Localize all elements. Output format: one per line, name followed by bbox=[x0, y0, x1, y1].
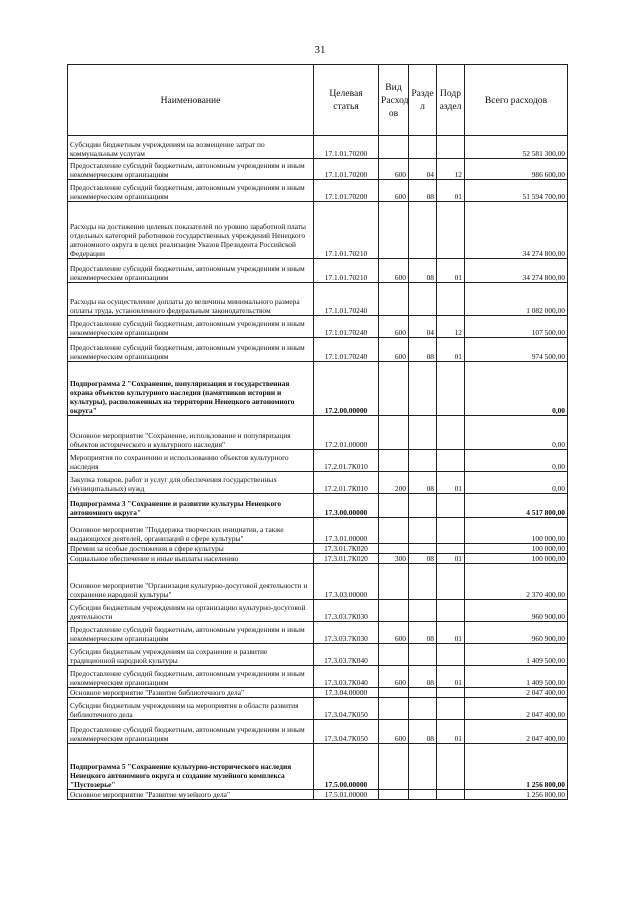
cell-total: 1 256 800,00 bbox=[465, 790, 568, 800]
cell-subsection: 01 bbox=[437, 338, 465, 362]
cell-expense-type: 200 bbox=[379, 472, 409, 494]
cell-total: 2 047 400,00 bbox=[465, 720, 568, 744]
cell-section bbox=[409, 644, 437, 666]
cell-section bbox=[409, 136, 437, 159]
cell-name: Предоставление субсидий бюджетным, автономным учреждениям и иным некоммерческим организациям bbox=[68, 622, 314, 644]
cell-name: Субсидии бюджетным учреждениям на сохранение и развитие традиционной народной культуры bbox=[68, 644, 314, 666]
cell-subsection bbox=[437, 283, 465, 316]
table-row bbox=[68, 316, 568, 338]
table-row bbox=[68, 622, 568, 644]
cell-total: 107 500,00 bbox=[465, 316, 568, 338]
cell-section bbox=[409, 744, 437, 790]
cell-total: 4 517 800,00 bbox=[465, 494, 568, 518]
cell-subsection bbox=[437, 600, 465, 622]
cell-expense-type bbox=[379, 450, 409, 472]
cell-section: 08 bbox=[409, 666, 437, 688]
cell-expense-type: 600 bbox=[379, 180, 409, 202]
cell-subsection bbox=[437, 416, 465, 450]
cell-target-article: 17.3.03.7К040 bbox=[314, 644, 379, 666]
cell-target-article: 17.5.00.00000 bbox=[314, 744, 379, 790]
cell-section: 08 bbox=[409, 338, 437, 362]
table-row bbox=[68, 159, 568, 180]
table-row bbox=[68, 416, 568, 450]
cell-name: Предоставление субсидий бюджетным, автономным учреждениям и иным некоммерческим организациям bbox=[68, 180, 314, 202]
cell-name: Расходы на достижение целевых показателей по уровню заработной платы отдельных категорий работников государственных учреждений Ненецкого автономного округа в целях реализации Указов Президента Российской Федерации bbox=[68, 202, 314, 259]
table-row bbox=[68, 666, 568, 688]
cell-expense-type bbox=[379, 202, 409, 259]
table-row bbox=[68, 688, 568, 698]
cell-expense-type bbox=[379, 494, 409, 518]
header-expense-type: Вид Расход ов bbox=[379, 65, 409, 136]
cell-subsection: 12 bbox=[437, 159, 465, 180]
cell-expense-type bbox=[379, 688, 409, 698]
cell-name: Субсидии бюджетным учреждениям на возмещение затрат по коммунальным услугам bbox=[68, 136, 314, 159]
table-row bbox=[68, 644, 568, 666]
cell-name: Подпрограмма 3 "Сохранение и развитие культуры Ненецкого автономного округа" bbox=[68, 494, 314, 518]
cell-name: Социальное обеспечение и иные выплаты населению bbox=[68, 554, 314, 564]
table-header-row bbox=[68, 65, 568, 136]
cell-name: Премии за особые достижения в сфере культуры bbox=[68, 544, 314, 554]
cell-expense-type bbox=[379, 283, 409, 316]
cell-name: Основное мероприятие "Сохранение, использование и популяризация объектов исторического и культурного наследия" bbox=[68, 416, 314, 450]
cell-total: 986 600,00 bbox=[465, 159, 568, 180]
header-name: Наименование bbox=[68, 65, 314, 136]
cell-expense-type: 600 bbox=[379, 259, 409, 283]
cell-expense-type bbox=[379, 362, 409, 416]
header-target-article: Целевая статья bbox=[314, 65, 379, 136]
cell-target-article: 17.1.01.70200 bbox=[314, 159, 379, 180]
cell-target-article: 17.3.01.7К020 bbox=[314, 544, 379, 554]
cell-target-article: 17.2.01.7К010 bbox=[314, 472, 379, 494]
cell-subsection bbox=[437, 688, 465, 698]
cell-total: 51 594 700,00 bbox=[465, 180, 568, 202]
cell-target-article: 17.3.03.7К030 bbox=[314, 622, 379, 644]
cell-target-article: 17.3.00.00000 bbox=[314, 494, 379, 518]
cell-target-article: 17.1.01.70200 bbox=[314, 136, 379, 159]
table-row bbox=[68, 362, 568, 416]
cell-section bbox=[409, 518, 437, 544]
cell-expense-type bbox=[379, 644, 409, 666]
cell-total: 100 000,00 bbox=[465, 544, 568, 554]
cell-total: 34 274 800,00 bbox=[465, 202, 568, 259]
cell-expense-type: 600 bbox=[379, 666, 409, 688]
cell-target-article: 17.2.01.7К010 bbox=[314, 450, 379, 472]
cell-name: Основное мероприятие "Поддержка творческих инициатив, а также выдающихся деятелей, организаций в сфере культуры" bbox=[68, 518, 314, 544]
table-row bbox=[68, 744, 568, 790]
cell-section bbox=[409, 600, 437, 622]
cell-name: Предоставление субсидий бюджетным, автономным учреждениям и иным некоммерческим организациям bbox=[68, 720, 314, 744]
cell-target-article: 17.1.01.70240 bbox=[314, 283, 379, 316]
cell-subsection bbox=[437, 494, 465, 518]
cell-section bbox=[409, 283, 437, 316]
table-row bbox=[68, 450, 568, 472]
cell-expense-type bbox=[379, 600, 409, 622]
cell-name: Закупка товаров, работ и услуг для обеспечения государственных (муниципальных) нужд bbox=[68, 472, 314, 494]
table-row bbox=[68, 790, 568, 800]
table-row bbox=[68, 518, 568, 544]
cell-subsection bbox=[437, 564, 465, 600]
cell-target-article: 17.3.01.7К020 bbox=[314, 554, 379, 564]
cell-subsection: 12 bbox=[437, 316, 465, 338]
cell-subsection: 01 bbox=[437, 554, 465, 564]
cell-section: 08 bbox=[409, 259, 437, 283]
cell-name: Мероприятия по сохранению и использованию объектов культурного наследия bbox=[68, 450, 314, 472]
cell-target-article: 17.1.01.70210 bbox=[314, 259, 379, 283]
cell-total: 0,00 bbox=[465, 416, 568, 450]
cell-name: Предоставление субсидий бюджетным, автономным учреждениям и иным некоммерческим организациям bbox=[68, 338, 314, 362]
cell-name: Предоставление субсидий бюджетным, автономным учреждениям и иным некоммерческим организациям bbox=[68, 259, 314, 283]
cell-subsection bbox=[437, 518, 465, 544]
cell-section bbox=[409, 790, 437, 800]
cell-subsection: 01 bbox=[437, 666, 465, 688]
cell-expense-type: 600 bbox=[379, 159, 409, 180]
table-row bbox=[68, 698, 568, 720]
cell-section bbox=[409, 544, 437, 554]
cell-expense-type bbox=[379, 136, 409, 159]
cell-total: 100 000,00 bbox=[465, 554, 568, 564]
cell-name: Предоставление субсидий бюджетным, автономным учреждениям и иным некоммерческим организациям bbox=[68, 316, 314, 338]
table-row bbox=[68, 259, 568, 283]
cell-total: 0,00 bbox=[465, 450, 568, 472]
cell-total: 52 581 300,00 bbox=[465, 136, 568, 159]
table-row bbox=[68, 180, 568, 202]
cell-total: 2 047 400,00 bbox=[465, 698, 568, 720]
table-row bbox=[68, 202, 568, 259]
table-row bbox=[68, 338, 568, 362]
page-number: 31 bbox=[314, 44, 326, 56]
cell-total: 974 500,00 bbox=[465, 338, 568, 362]
cell-section: 08 bbox=[409, 180, 437, 202]
table-row bbox=[68, 564, 568, 600]
cell-subsection bbox=[437, 698, 465, 720]
cell-section bbox=[409, 362, 437, 416]
budget-table bbox=[67, 64, 568, 800]
cell-target-article: 17.3.04.7К050 bbox=[314, 720, 379, 744]
cell-name: Подпрограмма 5 "Сохранение культурно-исторического наследия Ненецкого автономного округа и создание музейного комплекса "Пустозерье" bbox=[68, 744, 314, 790]
cell-section: 08 bbox=[409, 622, 437, 644]
cell-expense-type bbox=[379, 564, 409, 600]
cell-section bbox=[409, 564, 437, 600]
cell-target-article: 17.1.01.70240 bbox=[314, 316, 379, 338]
cell-section bbox=[409, 450, 437, 472]
cell-target-article: 17.3.04.00000 bbox=[314, 688, 379, 698]
cell-expense-type bbox=[379, 698, 409, 720]
cell-subsection bbox=[437, 450, 465, 472]
cell-section bbox=[409, 494, 437, 518]
cell-total: 1 409 500,00 bbox=[465, 666, 568, 688]
table-row bbox=[68, 720, 568, 744]
cell-section: 08 bbox=[409, 472, 437, 494]
cell-subsection bbox=[437, 202, 465, 259]
cell-section bbox=[409, 688, 437, 698]
header-total-expenses: Всего расходов bbox=[465, 65, 568, 136]
cell-name: Предоставление субсидий бюджетным, автономным учреждениям и иным некоммерческим организациям bbox=[68, 666, 314, 688]
cell-subsection bbox=[437, 136, 465, 159]
cell-section: 04 bbox=[409, 159, 437, 180]
cell-subsection: 01 bbox=[437, 259, 465, 283]
cell-subsection: 01 bbox=[437, 472, 465, 494]
cell-section bbox=[409, 202, 437, 259]
cell-expense-type: 600 bbox=[379, 338, 409, 362]
cell-expense-type bbox=[379, 544, 409, 554]
cell-target-article: 17.3.03.7К030 bbox=[314, 600, 379, 622]
cell-subsection: 01 bbox=[437, 180, 465, 202]
cell-name: Расходы на осуществление доплаты до величины минимального размера оплаты труда, установленного федеральным законодательством bbox=[68, 283, 314, 316]
cell-section bbox=[409, 416, 437, 450]
cell-name: Подпрограмма 2 "Сохранение, популяризация и государственная охрана объектов культурного наследия (памятников истории и культуры), расположенных на территории Ненецкого автономного округа" bbox=[68, 362, 314, 416]
cell-total: 2 370 400,00 bbox=[465, 564, 568, 600]
header-section: Разде л bbox=[409, 65, 437, 136]
cell-expense-type bbox=[379, 416, 409, 450]
cell-total: 1 082 000,00 bbox=[465, 283, 568, 316]
cell-target-article: 17.3.03.00000 bbox=[314, 564, 379, 600]
cell-name: Основное мероприятие "Организация культурно-досуговой деятельности и сохранение народной культуры" bbox=[68, 564, 314, 600]
cell-target-article: 17.2.01.00000 bbox=[314, 416, 379, 450]
cell-expense-type bbox=[379, 790, 409, 800]
cell-name: Субсидии бюджетным учреждениям на организацию культурно-досуговой деятельности bbox=[68, 600, 314, 622]
cell-name: Основное мероприятие "Развитие музейного дела" bbox=[68, 790, 314, 800]
cell-target-article: 17.3.03.7К040 bbox=[314, 666, 379, 688]
table-body bbox=[68, 136, 568, 800]
cell-target-article: 17.1.01.70200 bbox=[314, 180, 379, 202]
cell-expense-type: 600 bbox=[379, 622, 409, 644]
cell-expense-type: 600 bbox=[379, 720, 409, 744]
cell-subsection bbox=[437, 644, 465, 666]
cell-subsection bbox=[437, 790, 465, 800]
cell-target-article: 17.5.01.00000 bbox=[314, 790, 379, 800]
cell-total: 0,00 bbox=[465, 472, 568, 494]
cell-section: 08 bbox=[409, 720, 437, 744]
cell-target-article: 17.2.00.00000 bbox=[314, 362, 379, 416]
table-row bbox=[68, 472, 568, 494]
cell-total: 2 047 400,00 bbox=[465, 688, 568, 698]
cell-total: 960 900,00 bbox=[465, 622, 568, 644]
cell-section: 08 bbox=[409, 554, 437, 564]
header-subsection: Подр аздел bbox=[437, 65, 465, 136]
cell-name: Субсидии бюджетным учреждениям на мероприятия в области развития библиотечного дела bbox=[68, 698, 314, 720]
cell-total: 0,00 bbox=[465, 362, 568, 416]
cell-target-article: 17.3.04.7К050 bbox=[314, 698, 379, 720]
table-row bbox=[68, 554, 568, 564]
table-row bbox=[68, 544, 568, 554]
cell-expense-type bbox=[379, 744, 409, 790]
cell-subsection: 01 bbox=[437, 622, 465, 644]
cell-total: 1 256 800,00 bbox=[465, 744, 568, 790]
cell-expense-type bbox=[379, 518, 409, 544]
cell-subsection bbox=[437, 744, 465, 790]
table-row bbox=[68, 494, 568, 518]
table-row bbox=[68, 600, 568, 622]
cell-total: 960 900,00 bbox=[465, 600, 568, 622]
cell-subsection bbox=[437, 362, 465, 416]
table-row bbox=[68, 136, 568, 159]
cell-expense-type: 600 bbox=[379, 316, 409, 338]
cell-section bbox=[409, 698, 437, 720]
cell-subsection bbox=[437, 544, 465, 554]
cell-subsection: 01 bbox=[437, 720, 465, 744]
table-row bbox=[68, 283, 568, 316]
cell-name: Предоставление субсидий бюджетным, автономным учреждениям и иным некоммерческим организациям bbox=[68, 159, 314, 180]
cell-name: Основное мероприятие "Развитие библиотечного дела" bbox=[68, 688, 314, 698]
cell-target-article: 17.3.01.00000 bbox=[314, 518, 379, 544]
cell-target-article: 17.1.01.70210 bbox=[314, 202, 379, 259]
cell-total: 100 000,00 bbox=[465, 518, 568, 544]
cell-section: 04 bbox=[409, 316, 437, 338]
cell-target-article: 17.1.01.70240 bbox=[314, 338, 379, 362]
cell-total: 1 409 500,00 bbox=[465, 644, 568, 666]
cell-expense-type: 300 bbox=[379, 554, 409, 564]
cell-total: 34 274 800,00 bbox=[465, 259, 568, 283]
